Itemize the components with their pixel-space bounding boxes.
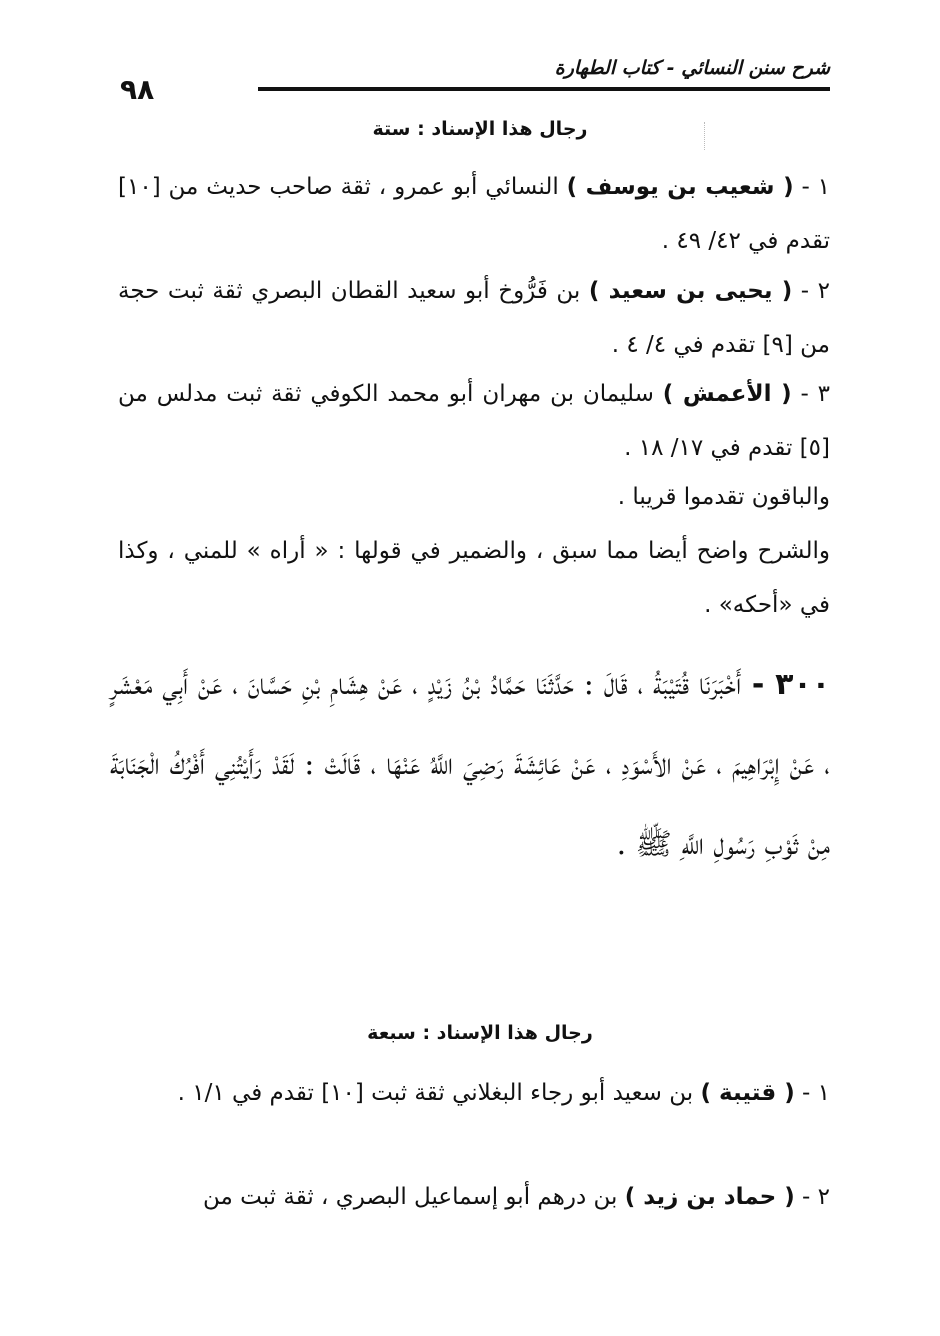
narrator-description: النسائي أبو عمرو ، ثقة صاحب حديث من [١٠] تقدم في ٤٢/ ٤٩ . [118, 174, 830, 254]
narrator-name: ( شعيب بن يوسف ) [566, 174, 794, 200]
narrator-description: بن سعيد أبو رجاء البغلاني ثقة ثبت [١٠] تقدم في ١/١ . [177, 1080, 701, 1106]
note-remaining-narrators: والباقون تقدموا قريبا . [617, 484, 830, 510]
narrator-entry-2 [118, 264, 830, 372]
narrator-name: ( حماد بن زيد ) [624, 1184, 795, 1210]
narrator-name: ( قتيبة ) [700, 1080, 795, 1106]
narrator-description: سليمان بن مهران أبو محمد الكوفي ثقة ثبت مدلس من [٥] تقدم في ١٧/ ١٨ . [118, 381, 830, 461]
entry-prefix: ٣ - [791, 381, 830, 407]
entry-prefix: ١ - [794, 1080, 830, 1106]
section-title-narrators-2: رجال هذا الإسناد : سبعة [367, 1022, 593, 1044]
entry-prefix: ١ - [793, 174, 830, 200]
narrator-entry-1 [118, 160, 830, 268]
hadith-300 [110, 645, 830, 885]
narrator-name: ( الأعمش ) [662, 381, 792, 407]
narrator-entry-4 [112, 1066, 830, 1120]
hadith-text: أَخْبَرَنَا قُتَيْبَةُ ، قَالَ : حَدَّثَنَا حَمَّادُ بْنُ زَيْدٍ ، عَنْ هِشَامِ بْنِ حَسَّانَ ، عَنْ أَبِي مَعْشَرٍ ، عَنْ إِبْرَاهِيمَ ، عَنْ الأَسْوَدِ ، عَنْ عَائِشَةَ رَضِيَ اللَّهُ عَنْهَا ، قَالَتْ : لَقَدْ رَأَيْتُنِي أَفْرُكُ الْجَنَابَةَ مِنْ ثَوْبِ رَسُولِ اللَّهِ ﷺ . [110, 667, 830, 862]
narrator-name: ( يحيى بن سعيد ) [588, 278, 793, 304]
entry-prefix: ٢ - [794, 1184, 830, 1210]
narrator-description: بن درهم أبو إسماعيل البصري ، ثقة ثبت من [202, 1184, 625, 1210]
page-number: ٩٨ [120, 73, 155, 106]
section-title-narrators-1: رجال هذا الإسناد : ستة [372, 118, 588, 140]
narrator-description: بن فَرُّوخ أبو سعيد القطان البصري ثقة ثبت حجة من [٩] تقدم في ٤/ ٤ . [118, 278, 830, 358]
header-rule [258, 87, 830, 91]
note-explanation: والشرح واضح أيضا مما سبق ، والضمير في قولها : « أراه » للمني ، وكذا في «أحكه» . [118, 538, 830, 618]
entry-prefix: ٢ - [792, 278, 830, 304]
narrator-entry-3 [118, 367, 830, 475]
running-title: شرح سنن النسائي - كتاب الطهارة [554, 57, 830, 79]
narrator-entry-5 [112, 1170, 830, 1224]
page-header [120, 55, 830, 106]
hadith-number: ٣٠٠ - [741, 667, 831, 702]
